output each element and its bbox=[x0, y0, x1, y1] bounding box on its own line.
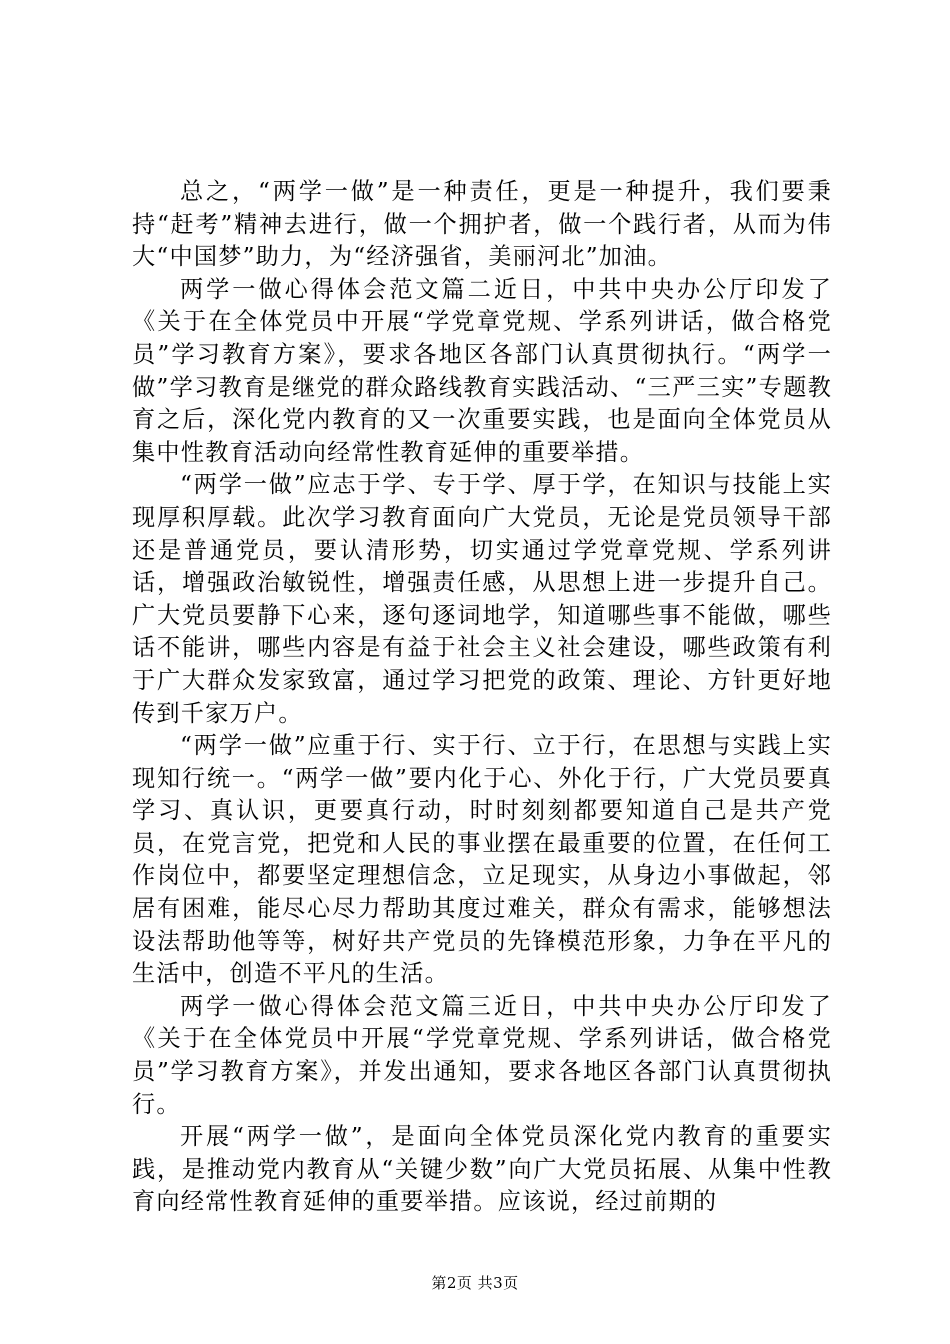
page-number-footer: 第2页 共3页 bbox=[431, 1274, 519, 1292]
paragraph-essay-three-intro: 两学一做心得体会范文篇三近日，中共中央办公厅印发了《关于在全体党员中开展“学党章党规、学系列讲话，做合格党员”学习教育方案》，并发出通知，要求各地区各部门认真贯彻执行。 bbox=[132, 992, 832, 1118]
paragraph-study: “两学一做”应志于学、专于学、厚于学，在知识与技能上实现厚积厚载。此次学习教育面向广大党员，无论是党员领导干部还是普通党员，要认清形势，切实通过学党章党规、学系列讲话，增强政治敏锐性，增强责任感，从思想上进一步提升自己。广大党员要静下心来，逐句逐词地学，知道哪些事不能做，哪些话不能讲，哪些内容是有益于社会主义社会建设，哪些政策有利于广大群众发家致富，通过学习把党的政策、理论、方针更好地传到千家万户。 bbox=[132, 471, 832, 727]
paragraph-practice: “两学一做”应重于行、实于行、立于行，在思想与实践上实现知行统一。“两学一做”要内化于心、外化于行，广大党员要真学习、真认识，更要真行动，时时刻刻都要知道自己是共产党员，在党言党，把党和人民的事业摆在最重要的位置，在任何工作岗位中，都要坚定理想信念，立足现实，从身边小事做起，邻居有困难，能尽心尽力帮助其度过难关，群众有需求，能够想法设法帮助他等等，树好共产党员的先锋模范形象，力争在平凡的生活中，创造不平凡的生活。 bbox=[132, 732, 832, 988]
document-body bbox=[132, 176, 832, 1219]
paragraph-summary: 总之，“两学一做”是一种责任，更是一种提升，我们要秉持“赶考”精神去进行，做一个拥护者，做一个践行者，从而为伟大“中国梦”助力，为“经济强省，美丽河北”加油。 bbox=[132, 178, 832, 271]
paragraph-essay-two-intro: 两学一做心得体会范文篇二近日，中共中央办公厅印发了《关于在全体党员中开展“学党章党规、学系列讲话，做合格党员”学习教育方案》，要求各地区各部门认真贯彻执行。“两学一做”学习教育是继党的群众路线教育实践活动、“三严三实”专题教育之后，深化党内教育的又一次重要实践，也是面向全体党员从集中性教育活动向经常性教育延伸的重要举措。 bbox=[132, 275, 832, 466]
paragraph-importance: 开展“两学一做”，是面向全体党员深化党内教育的重要实践，是推动党内教育从“关键少数”向广大党员拓展、从集中性教育向经常性教育延伸的重要举措。应该说，经过前期的 bbox=[132, 1123, 832, 1216]
